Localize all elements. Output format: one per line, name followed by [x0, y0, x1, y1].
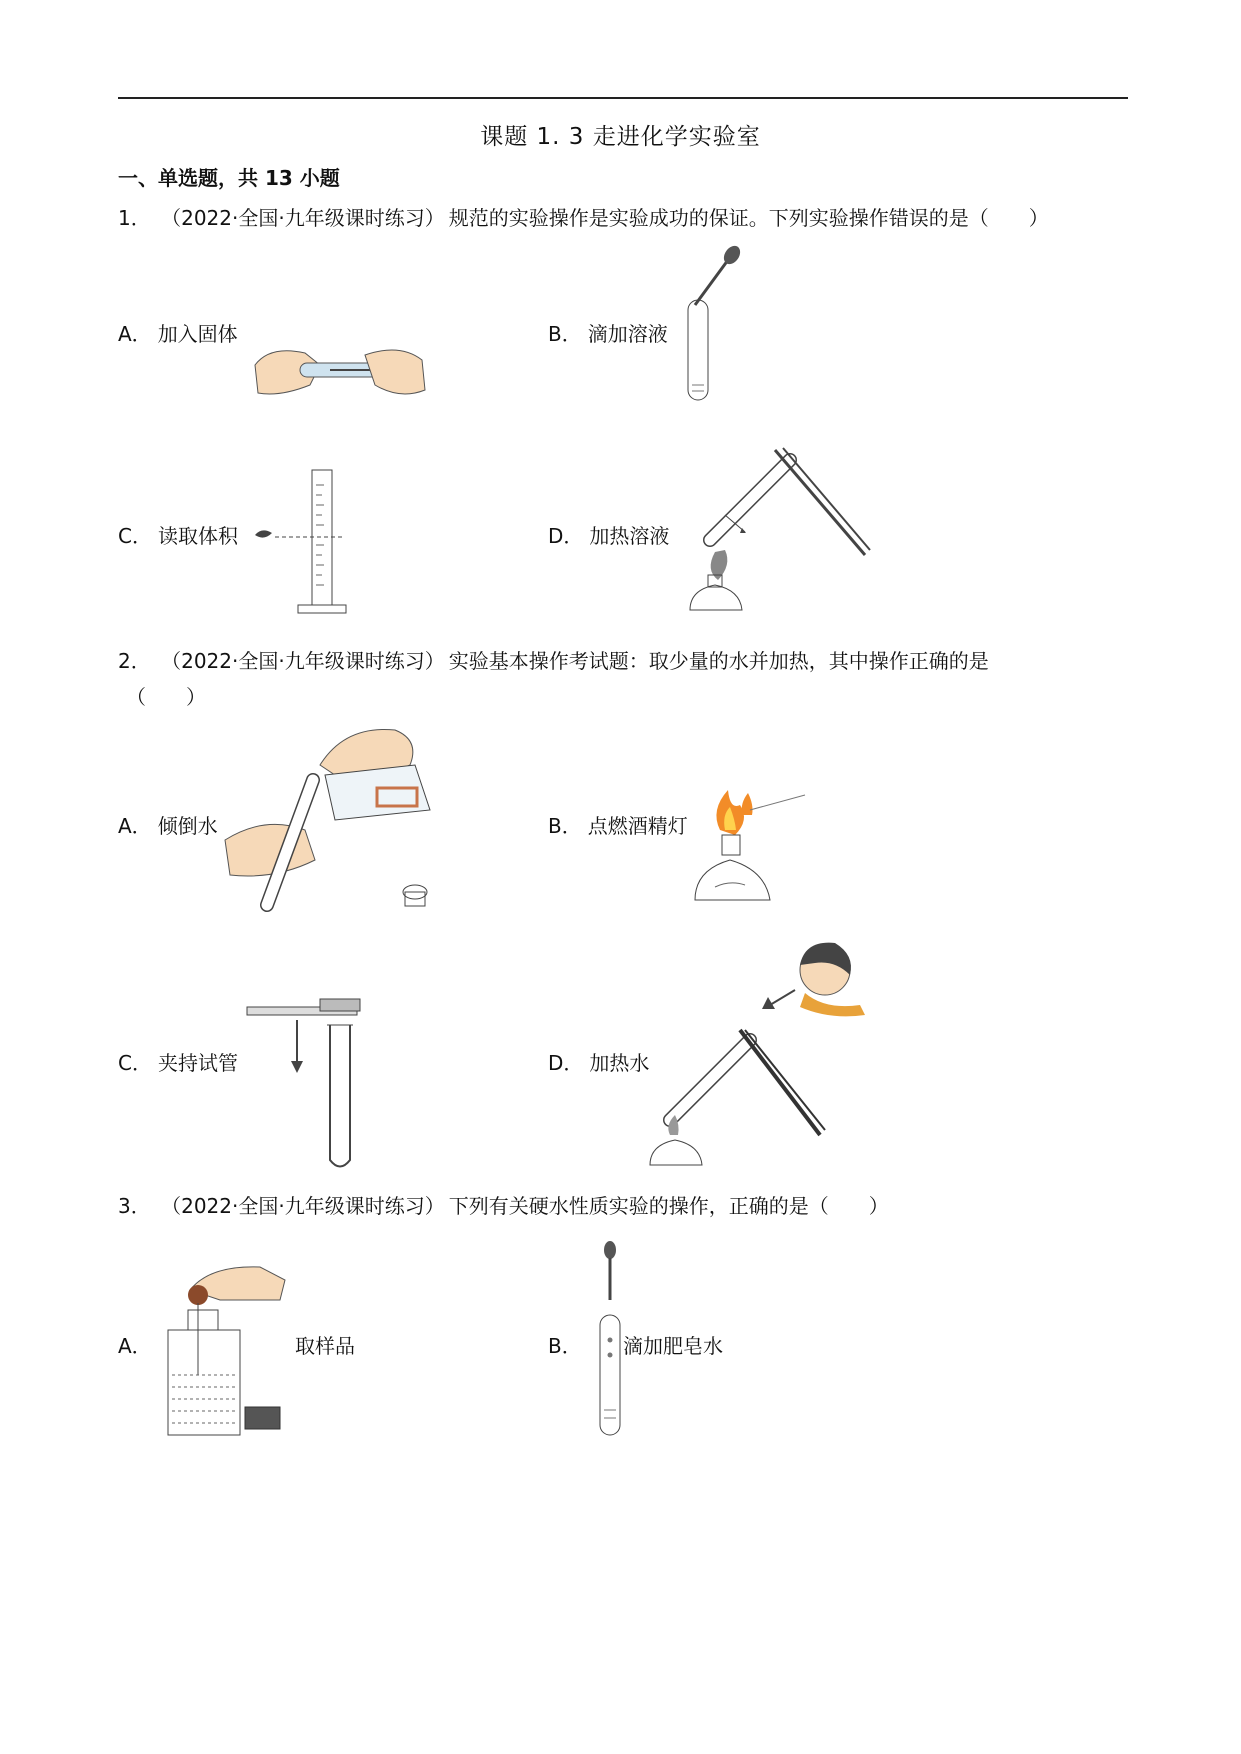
question-stem: 下列有关硬水性质实验的操作，正确的是（ ）: [448, 1194, 889, 1218]
q1-option-c[interactable]: [118, 520, 238, 549]
option-letter: B．: [548, 322, 582, 346]
option-letter: D．: [548, 1051, 584, 1075]
question-source: （2022·全国·九年级课时练习）: [161, 206, 445, 230]
tube-holder-illustration: [245, 995, 375, 1170]
option-letter: A．: [118, 814, 152, 838]
q1-option-a[interactable]: [118, 318, 238, 347]
question-source: （2022·全国·九年级课时练习）: [161, 649, 445, 673]
option-text: 加热溶液: [589, 524, 670, 548]
q3-option-a-text: 取样品: [295, 1334, 355, 1358]
option-text: 倾倒水: [157, 814, 218, 838]
solid-in-tube-illustration: [250, 335, 430, 405]
option-text: 点燃酒精灯: [587, 814, 688, 838]
question-stem: 实验基本操作考试题：取少量的水并加热，其中操作正确的是: [448, 649, 989, 673]
option-text: 滴加溶液: [587, 322, 668, 346]
question-2-answer-blank: （ ）: [126, 685, 206, 709]
option-letter: D．: [548, 524, 584, 548]
q1-option-d[interactable]: [548, 520, 669, 549]
q3-option-b-text: 滴加肥皂水: [623, 1334, 723, 1358]
option-letter: C．: [118, 524, 152, 548]
dropper-tube-illustration: [670, 245, 750, 405]
page-title: 课题 1. 3 走进化学实验室: [480, 124, 761, 150]
option-letter: C．: [118, 1051, 152, 1075]
question-3: [118, 1190, 893, 1219]
pouring-water-illustration: [225, 720, 445, 915]
option-letter: B．: [548, 814, 582, 838]
question-number: 3．: [118, 1194, 151, 1218]
sample-bottle-illustration: [160, 1255, 290, 1440]
heating-water-illustration: [640, 935, 870, 1170]
q1-option-b[interactable]: [548, 318, 668, 347]
graduated-cylinder-illustration: [250, 465, 360, 620]
option-text: 读取体积: [157, 524, 238, 548]
q2-option-a[interactable]: [118, 810, 218, 839]
header-rule: [118, 97, 1128, 99]
option-letter: B．: [548, 1334, 582, 1358]
option-letter: A．: [118, 1334, 152, 1358]
q3-option-a[interactable]: [118, 1330, 158, 1359]
question-number: 1．: [118, 206, 151, 230]
option-letter: A．: [118, 322, 152, 346]
q2-option-b[interactable]: [548, 810, 688, 839]
option-text: 加入固体: [157, 322, 238, 346]
question-1: [118, 202, 1053, 231]
alcohol-lamp-illustration: [690, 785, 820, 915]
heating-tube-illustration: [680, 440, 870, 620]
question-number: 2．: [118, 649, 151, 673]
q3-option-b[interactable]: [548, 1330, 588, 1359]
q2-option-c[interactable]: [118, 1047, 238, 1076]
option-text: 加热水: [589, 1051, 650, 1075]
question-stem: 规范的实验操作是实验成功的保证。下列实验操作错误的是（ ）: [448, 206, 1049, 230]
question-source: （2022·全国·九年级课时练习）: [161, 1194, 445, 1218]
question-2: [118, 645, 993, 674]
section-heading: 一、单选题，共 13 小题: [118, 166, 340, 190]
q2-option-d[interactable]: [548, 1047, 649, 1076]
option-text: 夹持试管: [157, 1051, 238, 1075]
